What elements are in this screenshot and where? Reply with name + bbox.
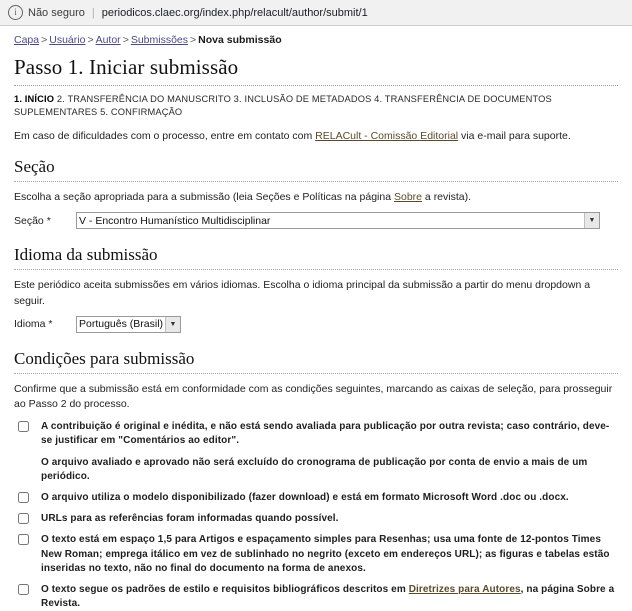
sobre-revista-link[interactable]: Sobre: [393, 191, 423, 204]
security-status-label: Não seguro: [28, 6, 85, 19]
condition-label-5: O texto está em espaço 1,5 para Artigos e espaçamento simples para Resenhas; usa uma fonte de 12-pontos Times New Roman; emprega itálico em vez de sublinhado no negrito (exceto em endereços URL); as figuras e tabelas estão inseridas no texto, não no final do documento na forma de anexos.: [41, 534, 610, 574]
chevron-down-icon: ▼: [165, 317, 180, 332]
editorial-board-link[interactable]: RELACult - Comissão Editorial: [315, 129, 459, 142]
address-bar-divider: |: [91, 6, 95, 19]
page-title: Passo 1. Iniciar submissão: [14, 55, 239, 79]
steps-remaining-label: 2. TRANSFERÊNCIA DO MANUSCRITO 3. INCLUSÃO DE METADADOS 4. TRANSFERÊNCIA DE DOCUMENTOS SUPLEMENTARES 5. CONFIRMAÇÃO: [14, 94, 552, 118]
secao-field-row: [14, 212, 618, 229]
section-heading-secao: Seção: [14, 157, 55, 177]
browser-address-bar[interactable]: [0, 0, 632, 26]
breadcrumb-item-submissoes[interactable]: Submissões: [130, 34, 189, 46]
secao-select-wrapper[interactable]: [76, 212, 600, 229]
idioma-field-row: [14, 316, 618, 333]
submission-steps: [14, 93, 618, 120]
condition-checkbox-3[interactable]: [18, 492, 29, 503]
condition-label-4: URLs para as referências foram informadas quando possível.: [41, 513, 339, 525]
idioma-select-wrapper[interactable]: [76, 316, 181, 333]
section-heading-condicoes: Condições para submissão: [14, 348, 195, 368]
breadcrumb-item-autor[interactable]: Autor: [95, 34, 121, 46]
list-item[interactable]: [14, 512, 618, 526]
list-item[interactable]: [14, 420, 618, 448]
list-item[interactable]: [14, 491, 618, 505]
idioma-field-label: Idioma *: [14, 318, 53, 331]
condition-checkbox-1[interactable]: [18, 421, 29, 432]
breadcrumb-item-capa[interactable]: Capa: [14, 34, 40, 46]
breadcrumb-sep-4: >: [190, 34, 197, 46]
support-help-suffix: via e-mail para suporte.: [458, 129, 571, 142]
chevron-down-icon: ▼: [584, 213, 599, 228]
info-circle-icon: i: [8, 5, 23, 20]
list-item[interactable]: [14, 456, 618, 484]
condition-checkbox-5[interactable]: [18, 534, 29, 545]
condicoes-intro-text: Confirme que a submissão está em conformidade com as condições seguintes, marcando as caixas de seleção, para prosseguir ao Passo 2 do processo.: [14, 382, 613, 411]
condition-label-2: O arquivo avaliado e aprovado não será excluído do cronograma de publicação por conta de envio a mais de um periódico.: [41, 456, 588, 482]
breadcrumb-sep-1: >: [41, 34, 48, 46]
secao-intro-suffix: a revista).: [422, 191, 472, 204]
diretrizes-autores-link[interactable]: Diretrizes para Autores: [408, 583, 521, 595]
idioma-intro-text: Este periódico aceita submissões em vários idiomas. Escolha o idioma principal da submissão a partir do menu dropdown a seguir.: [14, 279, 591, 307]
conditions-list: [14, 420, 618, 611]
secao-intro-prefix: Escolha a seção apropriada para a submissão (leia Seções e Políticas na página: [14, 191, 394, 204]
condicoes-divider: [14, 373, 618, 374]
idioma-select[interactable]: [76, 316, 181, 333]
condition-label-3: O arquivo utiliza o modelo disponibilizado (fazer download) e está em formato Microsoft Word .doc ou .docx.: [41, 492, 569, 503]
secao-intro-text: [14, 190, 618, 205]
page-content: [0, 26, 632, 611]
secao-select[interactable]: [76, 212, 600, 229]
breadcrumb-item-usuario[interactable]: Usuário: [49, 34, 86, 46]
idioma-divider: [14, 269, 618, 270]
condition-checkbox-4[interactable]: [18, 513, 29, 524]
secao-divider: [14, 181, 618, 182]
support-help-text: [14, 129, 618, 144]
url-text[interactable]: periodicos.claec.org/index.php/relacult/author/submit/1: [101, 6, 368, 19]
title-divider: [14, 85, 618, 86]
condition-label-6: O texto segue os padrões de estilo e requisitos bibliográficos descritos em Diretrizes para Autores, na página Sobre a Revista.: [41, 583, 615, 610]
section-heading-idioma: Idioma da submissão: [14, 245, 158, 265]
condition-label-1: A contribuição é original e inédita, e não está sendo avaliada para publicação por outra revista; caso contrário, deve-se justificar em "Comentários ao editor".: [41, 421, 610, 447]
breadcrumb-sep-3: >: [122, 34, 129, 46]
step-1-label[interactable]: 1. INÍCIO: [14, 94, 55, 104]
breadcrumb-sep-2: >: [87, 34, 94, 46]
breadcrumb: [14, 32, 618, 51]
secao-field-label: Seção *: [14, 214, 51, 227]
condition-checkbox-6[interactable]: [18, 584, 29, 595]
list-item[interactable]: [14, 583, 618, 611]
list-item[interactable]: [14, 533, 618, 576]
breadcrumb-current: Nova submissão: [198, 34, 282, 46]
support-help-prefix: Em caso de dificuldades com o processo, entre em contato com: [14, 129, 316, 142]
